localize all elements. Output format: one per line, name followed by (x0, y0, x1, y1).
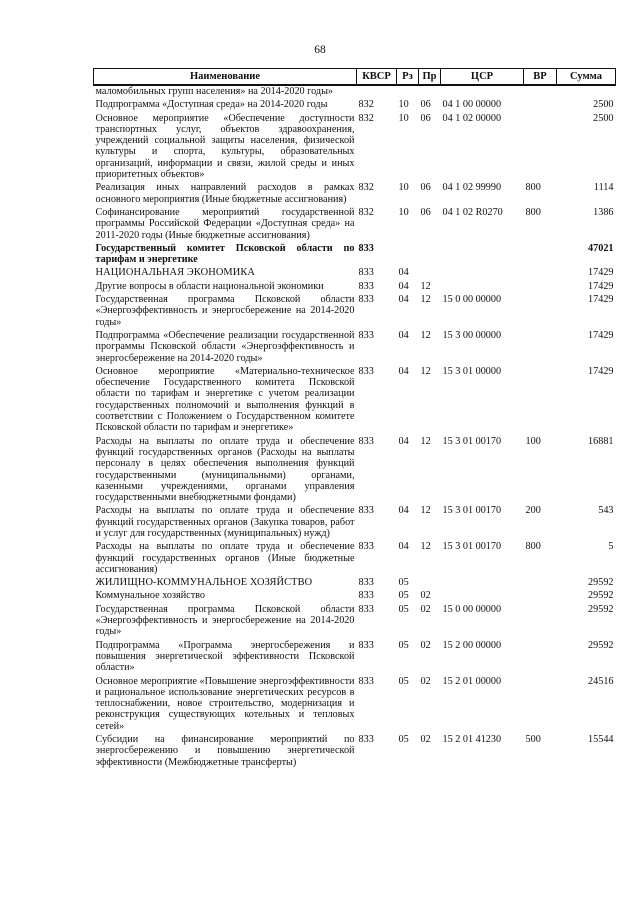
row-csr-cell: 15 0 00 00000 (442, 603, 502, 615)
row-vr-cell (524, 113, 557, 183)
page-number: 68 (314, 44, 326, 56)
row-name-cell: Основное мероприятие «Повышение энергоэффективности и рациональное использование энергетических ресурсов в теплоснабжении, новое строительство, модернизация и реконструкция существующих котельных и тепловых сетей» (95, 675, 355, 732)
row-name-cell: Коммунальное хозяйство (95, 590, 205, 602)
row-pr-cell: 12 (420, 294, 431, 306)
row-csr-cell: 04 1 02 00000 (442, 112, 502, 124)
row-rz-cell: 04 (398, 541, 409, 553)
table-row (94, 366, 616, 436)
row-kvsr-cell: 833 (358, 365, 374, 377)
row-pr-cell: 12 (420, 435, 431, 447)
row-vr-cell (524, 330, 557, 366)
row-name-cell: Подпрограмма «Программа энергосбережения и повышения энергетической эффективности Псковской области» (95, 639, 355, 674)
header-sum: Сумма (557, 69, 616, 86)
row-pr-cell: 12 (420, 505, 431, 517)
row-rz-cell: 04 (398, 267, 409, 279)
row-sum-cell: 16881 (588, 435, 614, 447)
row-sum-cell: 29592 (588, 590, 614, 602)
table-row (94, 267, 616, 280)
row-csr-cell: 15 3 00 00000 (442, 329, 502, 341)
table-row (94, 294, 616, 330)
header-kvsr: КВСР (357, 69, 397, 86)
header-rz: Рз (397, 69, 419, 86)
row-sum-cell: 17429 (588, 280, 614, 292)
row-csr-cell: 15 2 01 41230 (442, 734, 502, 746)
row-rz-cell: 05 (398, 577, 409, 589)
row-rz-cell: 04 (398, 505, 409, 517)
row-csr-cell: 04 1 02 R0270 (442, 206, 503, 218)
row-kvsr-cell: 833 (358, 242, 374, 254)
row-csr-cell: 04 1 00 00000 (442, 99, 502, 111)
row-sum-cell: 17429 (588, 267, 614, 279)
row-name-cell: Государственная программа Псковской области «Энергоэффективность и энергосбережение на 2014-2020 годы» (95, 294, 355, 328)
table-header-row (94, 69, 616, 86)
row-rz-cell: 05 (398, 590, 409, 602)
row-name-cell: НАЦИОНАЛЬНАЯ ЭКОНОМИКА (95, 267, 255, 279)
row-kvsr-cell: 832 (358, 206, 374, 218)
row-kvsr-cell: 833 (358, 603, 374, 615)
row-sum-cell: 5 (608, 541, 614, 553)
row-rz-cell: 04 (398, 294, 409, 306)
row-vr-cell (524, 243, 557, 268)
row-kvsr-cell: 833 (358, 734, 374, 746)
row-pr-cell: 06 (420, 206, 431, 218)
row-kvsr-cell: 833 (358, 294, 374, 306)
table-row (94, 99, 616, 112)
table-row (94, 85, 616, 99)
row-name-cell: Расходы на выплаты по оплате труда и обеспечение функций государственных органов (Закупка товаров, работ и услуг для государственных (муниципальных) нужд) (95, 505, 355, 539)
row-csr-cell: 15 3 01 00000 (442, 365, 502, 377)
row-vr-cell (524, 577, 557, 590)
row-vr-cell (524, 590, 557, 603)
row-sum-cell: 15544 (588, 734, 614, 746)
row-pr-cell: 02 (420, 603, 431, 615)
row-rz-cell: 10 (398, 99, 409, 111)
row-csr-cell (441, 267, 524, 280)
row-sum-cell: 29592 (588, 603, 614, 615)
row-name-cell: ЖИЛИЩНО-КОММУНАЛЬНОЕ ХОЗЯЙСТВО (95, 577, 313, 589)
row-name-cell: Основное мероприятие «Материально-техническое обеспечение Государственного комитета Псковской области по тарифам и энергетике с учетом реализации государственных полномочий и выполнения функций в соответствии с Положением о Государственном комитете Псковской области по тарифам и энергетике» (95, 365, 355, 434)
row-pr-cell (419, 267, 441, 280)
row-vr-cell (524, 85, 557, 99)
row-rz-cell (397, 85, 419, 99)
row-kvsr-cell: 833 (358, 280, 374, 292)
table-row (94, 505, 616, 541)
row-vr-cell (524, 366, 557, 436)
row-vr-cell (524, 604, 557, 640)
row-kvsr-cell: 833 (358, 267, 374, 279)
row-csr-cell: 15 3 01 00170 (442, 505, 502, 517)
row-name-cell: Реализация иных направлений расходов в рамках основного мероприятия (Иные бюджетные ассигнования) (95, 182, 355, 205)
row-vr-cell (524, 640, 557, 676)
row-kvsr-cell: 833 (358, 590, 374, 602)
row-rz-cell: 05 (398, 603, 409, 615)
table-row (94, 734, 616, 770)
row-name-cell: Подпрограмма «Доступная среда» на 2014-2020 годы (95, 99, 328, 111)
row-sum-cell (557, 85, 616, 99)
row-rz-cell: 05 (398, 734, 409, 746)
row-vr-cell: 800 (525, 206, 541, 218)
row-name-cell: Субсидии на финансирование мероприятий по энергосбережению и повышению энергетической эффективности (Межбюджетные трансферты) (95, 734, 355, 768)
row-name-cell: Государственный комитет Псковской области по тарифам и энергетике (95, 242, 355, 266)
row-rz-cell: 05 (398, 639, 409, 651)
row-vr-cell: 800 (525, 182, 541, 194)
row-pr-cell: 12 (420, 541, 431, 553)
row-pr-cell (419, 85, 441, 99)
row-pr-cell: 02 (420, 639, 431, 651)
table-row (94, 590, 616, 603)
row-sum-cell: 543 (598, 505, 614, 517)
row-csr-cell (441, 281, 524, 294)
row-name-cell: Расходы на выплаты по оплате труда и обеспечение функций государственных органов (Иные бюджетные ассигнования) (95, 541, 355, 575)
row-rz-cell: 04 (398, 280, 409, 292)
row-name-cell: маломобильных групп населения» на 2014-2020 годы» (95, 86, 334, 97)
table-row (94, 330, 616, 366)
row-pr-cell: 12 (420, 365, 431, 377)
row-kvsr-cell: 833 (358, 435, 374, 447)
table-row (94, 207, 616, 243)
row-pr-cell: 06 (420, 182, 431, 194)
table-row (94, 113, 616, 183)
row-csr-cell (441, 577, 524, 590)
row-vr-cell (524, 267, 557, 280)
table-row (94, 676, 616, 734)
row-kvsr-cell: 833 (358, 329, 374, 341)
row-kvsr-cell: 833 (358, 675, 374, 687)
table-body (94, 85, 616, 770)
row-kvsr-cell: 833 (358, 505, 374, 517)
row-vr-cell (524, 99, 557, 112)
budget-table (93, 68, 616, 770)
row-name-cell: Расходы на выплаты по оплате труда и обеспечение функций государственных органов (Расходы на выплаты персоналу в целях обеспечения выполнения функций государственными (муниципальными) органами, казенными учреждениями, органами управления государственными внебюджетными фондами) (95, 435, 355, 504)
row-csr-cell: 15 2 00 00000 (442, 639, 502, 651)
header-pr: Пр (419, 69, 441, 86)
row-kvsr-cell (357, 85, 397, 99)
row-sum-cell: 1386 (593, 206, 614, 218)
row-csr-cell (441, 85, 524, 99)
table-row (94, 541, 616, 577)
row-pr-cell: 02 (420, 675, 431, 687)
row-rz-cell: 10 (398, 182, 409, 194)
row-csr-cell: 15 0 00 00000 (442, 294, 502, 306)
row-sum-cell: 29592 (588, 577, 614, 589)
row-pr-cell: 12 (420, 329, 431, 341)
row-vr-cell (524, 281, 557, 294)
row-rz-cell: 10 (398, 206, 409, 218)
row-rz-cell: 05 (398, 675, 409, 687)
row-name-cell: Государственная программа Псковской области «Энергоэффективность и энергосбережение на 2014-2020 годы» (95, 603, 355, 638)
row-csr-cell: 04 1 02 99990 (442, 182, 502, 194)
table-row (94, 281, 616, 294)
table-row (94, 577, 616, 590)
row-rz-cell: 04 (398, 329, 409, 341)
header-csr: ЦСР (441, 69, 524, 86)
row-kvsr-cell: 833 (358, 577, 374, 589)
header-name: Наименование (94, 69, 357, 86)
row-sum-cell: 2500 (593, 99, 614, 111)
row-sum-cell: 47021 (588, 242, 614, 254)
header-vr: ВР (524, 69, 557, 86)
row-kvsr-cell: 833 (358, 541, 374, 553)
row-csr-cell (441, 243, 524, 268)
row-rz-cell: 10 (398, 112, 409, 124)
row-name-cell: Другие вопросы в области национальной экономики (95, 280, 324, 292)
row-pr-cell: 02 (420, 734, 431, 746)
row-sum-cell: 17429 (588, 329, 614, 341)
row-vr-cell (524, 676, 557, 734)
row-kvsr-cell: 832 (358, 99, 374, 111)
row-name-cell: Основное мероприятие «Обеспечение доступности транспортных услуг, объектов здравоохранения, учреждений социальной защиты населения, физической культуры и спорта, культуры, образовательных организаций, информации и связи, жилой среды и иных приоритетных объектов» (95, 112, 355, 181)
row-pr-cell (419, 243, 441, 268)
row-sum-cell: 2500 (593, 112, 614, 124)
row-pr-cell: 12 (420, 280, 431, 292)
row-name-cell: Подпрограмма «Обеспечение реализации государственной программы Псковской области «Энергоэффективность и энергосбережение на 2014-2020 годы» (95, 329, 355, 364)
table-row (94, 604, 616, 640)
table-row (94, 436, 616, 506)
row-csr-cell: 15 3 01 00170 (442, 541, 502, 553)
table-row (94, 640, 616, 676)
row-sum-cell: 24516 (588, 675, 614, 687)
row-kvsr-cell: 833 (358, 639, 374, 651)
row-vr-cell: 100 (525, 435, 541, 447)
row-vr-cell: 800 (525, 541, 541, 553)
table-row (94, 182, 616, 207)
row-sum-cell: 17429 (588, 365, 614, 377)
row-rz-cell: 04 (398, 435, 409, 447)
row-kvsr-cell: 832 (358, 182, 374, 194)
row-csr-cell: 15 2 01 00000 (442, 675, 502, 687)
row-vr-cell: 500 (525, 734, 541, 746)
row-sum-cell: 1114 (593, 182, 614, 194)
table-row (94, 243, 616, 268)
row-rz-cell: 04 (398, 365, 409, 377)
row-rz-cell (397, 243, 419, 268)
row-vr-cell (524, 294, 557, 330)
row-pr-cell: 06 (420, 112, 431, 124)
row-kvsr-cell: 832 (358, 112, 374, 124)
row-csr-cell: 15 3 01 00170 (442, 435, 502, 447)
row-sum-cell: 17429 (588, 294, 614, 306)
row-csr-cell (441, 590, 524, 603)
row-name-cell: Софинансирование мероприятий государственной программы Российской Федерации «Доступная среда» на 2011-2020 годы (Иные бюджетные ассигнования) (95, 206, 355, 241)
row-vr-cell: 200 (525, 505, 541, 517)
row-pr-cell: 02 (420, 590, 431, 602)
row-sum-cell: 29592 (588, 639, 614, 651)
row-pr-cell: 06 (420, 99, 431, 111)
row-pr-cell (419, 577, 441, 590)
